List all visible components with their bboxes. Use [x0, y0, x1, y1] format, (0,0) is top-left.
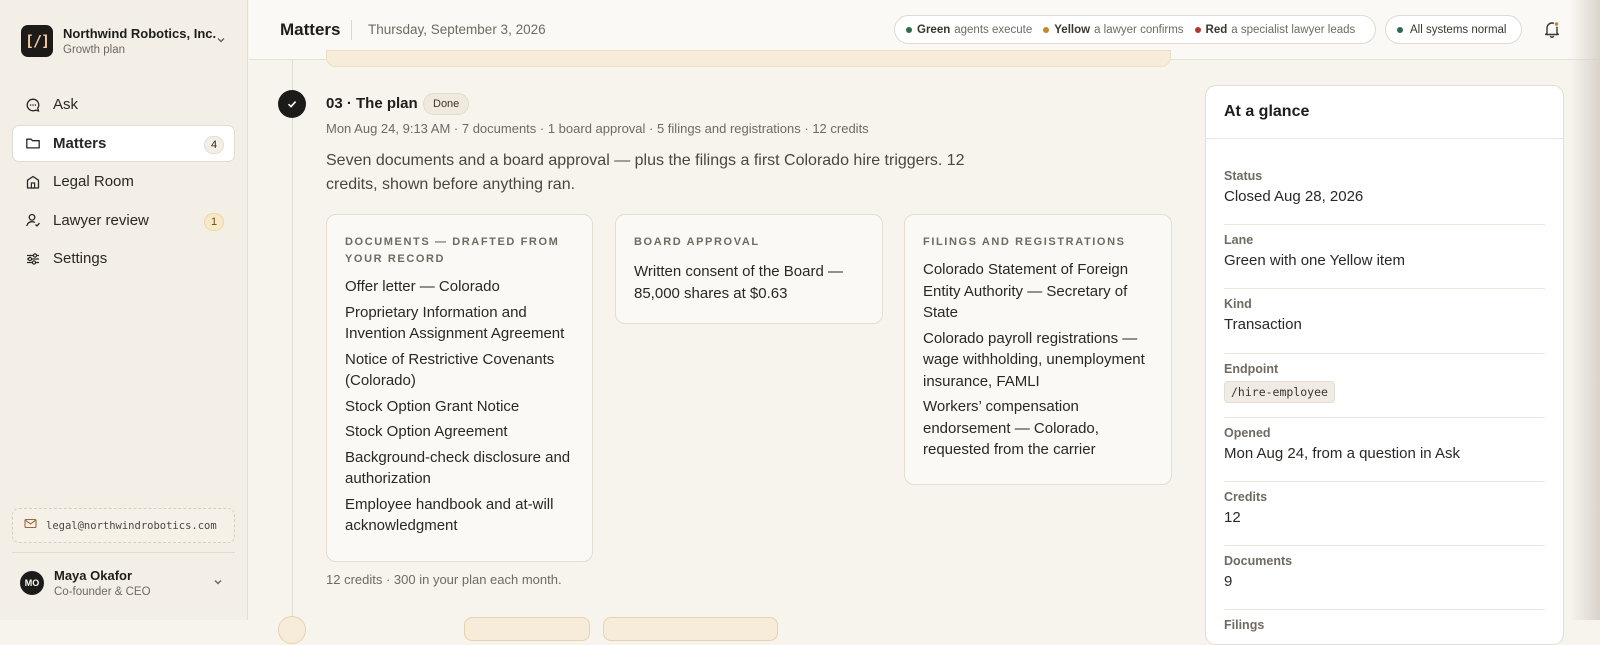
glance-rows: [1206, 161, 1563, 632]
card-heading: BOARD APPROVAL: [634, 236, 760, 248]
sidebar-item-label: Matters: [53, 134, 107, 152]
legend-color-name: Yellow: [1054, 23, 1091, 36]
list-item: Background-check disclosure and authorization: [345, 448, 571, 487]
credits-note: 12 credits · 300 in your plan each month.: [326, 572, 562, 587]
org-text: [63, 26, 217, 56]
legend-text: a specialist lawyer leads: [1231, 23, 1356, 36]
list-item: Proprietary Information and Invention Assignment Agreement: [345, 303, 565, 342]
org-logo: [/]: [21, 25, 53, 57]
sidebar-item-settings[interactable]: [12, 240, 235, 277]
glance-value: Green with one Yellow item: [1224, 252, 1405, 270]
matter-timeline: [249, 60, 1174, 620]
timeline-line: [292, 60, 293, 620]
legend-red: [1195, 24, 1356, 36]
glance-label: Credits: [1224, 489, 1268, 504]
user-text: [54, 568, 151, 598]
divider: [351, 20, 352, 40]
list-item: Colorado payroll registrations — wage withholding, unemployment insurance, FAMLI: [923, 329, 1145, 390]
glance-label: Opened: [1224, 425, 1271, 440]
step-summary: Seven documents and a board approval — plus the filings a first Colorado hire triggers. 12 credits, shown before anything ran.: [326, 152, 965, 193]
list-item: Workers’ compensation endorsement — Colorado, requested from the carrier: [923, 398, 1099, 458]
documents-card: [326, 214, 593, 562]
legend-text: a lawyer confirms: [1094, 23, 1184, 36]
list-item: Stock Option Grant Notice: [345, 397, 520, 415]
glance-row-documents: [1224, 546, 1545, 610]
next-step-dot: [278, 616, 306, 644]
legend-color-name: Red: [1205, 23, 1228, 36]
sidebar-item-ask[interactable]: [12, 86, 235, 123]
sidebar-item-label: Ask: [53, 96, 79, 113]
org-plan: Growth plan: [63, 44, 126, 56]
chevron-down-icon: [215, 34, 227, 49]
system-status[interactable]: [1385, 15, 1522, 44]
divider: [12, 552, 235, 553]
documents-list: [345, 276, 574, 537]
filings-card: [904, 214, 1172, 485]
glance-label: Status: [1224, 169, 1263, 183]
next-step-chip: [603, 617, 778, 641]
system-status-text: All systems normal: [1410, 23, 1507, 36]
sidebar-item-label: Lawyer review: [53, 211, 149, 229]
avatar: MO: [20, 571, 44, 595]
review-badge: 1: [204, 213, 224, 231]
glance-row-filings: [1224, 610, 1545, 632]
red-dot-icon: [1195, 27, 1201, 33]
building-icon: [25, 174, 41, 190]
current-date: Thursday, September 3, 2026: [368, 22, 546, 37]
glance-row-credits: [1224, 482, 1545, 546]
folder-icon: [25, 135, 41, 151]
chat-icon: [25, 97, 41, 113]
glance-row-endpoint: [1224, 354, 1545, 418]
chevron-down-icon: [212, 576, 224, 591]
person-icon: [25, 212, 41, 228]
sidebar-item-matters[interactable]: [12, 125, 235, 162]
glance-value: Transaction: [1224, 316, 1302, 334]
glance-row-status: [1224, 161, 1545, 225]
sliders-icon: [25, 251, 41, 267]
org-switcher[interactable]: [21, 25, 227, 57]
lane-legend: [894, 15, 1376, 44]
green-dot-icon: [906, 27, 912, 33]
endpoint-code[interactable]: /hire-employee: [1224, 381, 1335, 403]
user-role: Co-founder & CEO: [54, 586, 151, 598]
main-nav: [12, 86, 235, 279]
legend-color-name: Green: [917, 23, 951, 36]
glance-row-lane: [1224, 225, 1545, 289]
edge-shadow: [1570, 0, 1600, 620]
glance-label: Kind: [1224, 297, 1252, 312]
list-item: Offer letter — Colorado: [345, 278, 500, 295]
sidebar-item-legal-room[interactable]: [12, 163, 235, 200]
list-item: Notice of Restrictive Covenants (Colorado): [345, 350, 555, 389]
next-step-chip: [464, 617, 590, 641]
board-approval-card: [615, 214, 883, 324]
glance-value: Closed Aug 28, 2026: [1224, 188, 1364, 205]
legend-yellow: [1043, 24, 1183, 36]
count-badge: 4: [204, 136, 224, 154]
status-dot-icon: [1397, 27, 1403, 33]
panel-title: At a glance: [1206, 86, 1563, 139]
step-meta: Mon Aug 24, 9:13 AM · 7 documents · 1 board approval · 5 filings and registrations · 12 credits: [326, 121, 869, 136]
glance-label: Documents: [1224, 554, 1293, 569]
glance-label: Lane: [1224, 233, 1254, 248]
glance-value: Mon Aug 24, from a question in Ask: [1224, 444, 1460, 462]
glance-label: Filings: [1224, 618, 1265, 633]
user-menu[interactable]: [20, 565, 230, 601]
list-item: Colorado Statement of Foreign Entity Authority — Secretary of State: [923, 261, 1129, 321]
legend-green: [906, 24, 1032, 36]
card-heading: FILINGS AND REGISTRATIONS: [923, 236, 1126, 248]
glance-label: Endpoint: [1224, 361, 1279, 376]
user-name: Maya Okafor: [54, 568, 133, 583]
sidebar-item-label: Settings: [53, 250, 108, 268]
legal-email[interactable]: [12, 508, 235, 543]
legal-email-address: legal@northwindrobotics.com: [46, 519, 217, 532]
glance-row-opened: [1224, 418, 1545, 482]
org-name: Northwind Robotics, Inc.: [63, 26, 217, 41]
at-a-glance-panel: [1205, 85, 1564, 645]
step-title: 03 · The plan: [326, 95, 418, 112]
legend-text: agents execute: [954, 23, 1033, 36]
glance-value: 12: [1224, 508, 1241, 526]
glance-row-kind: [1224, 289, 1545, 353]
glance-value: 9: [1224, 573, 1233, 591]
card-heading: DOCUMENTS — DRAFTED FROM YOUR RECORD: [345, 236, 560, 265]
previous-step-card: [326, 50, 1171, 67]
list-item: Stock Option Agreement: [345, 423, 508, 440]
sidebar-item-lawyer-review[interactable]: [12, 202, 235, 239]
filings-list: [923, 259, 1153, 461]
sidebar-item-label: Legal Room: [53, 173, 134, 191]
sidebar: [0, 0, 248, 620]
board-consent-text: Written consent of the Board — 85,000 shares at $0.63: [634, 263, 843, 302]
bell-icon[interactable]: [1542, 19, 1562, 39]
status-badge: Done: [423, 93, 469, 115]
yellow-dot-icon: [1043, 27, 1049, 33]
mail-icon: [24, 517, 37, 535]
check-icon: [278, 90, 306, 118]
list-item: Employee handbook and at-will acknowledgment: [345, 495, 554, 534]
page-title: Matters: [280, 20, 341, 39]
